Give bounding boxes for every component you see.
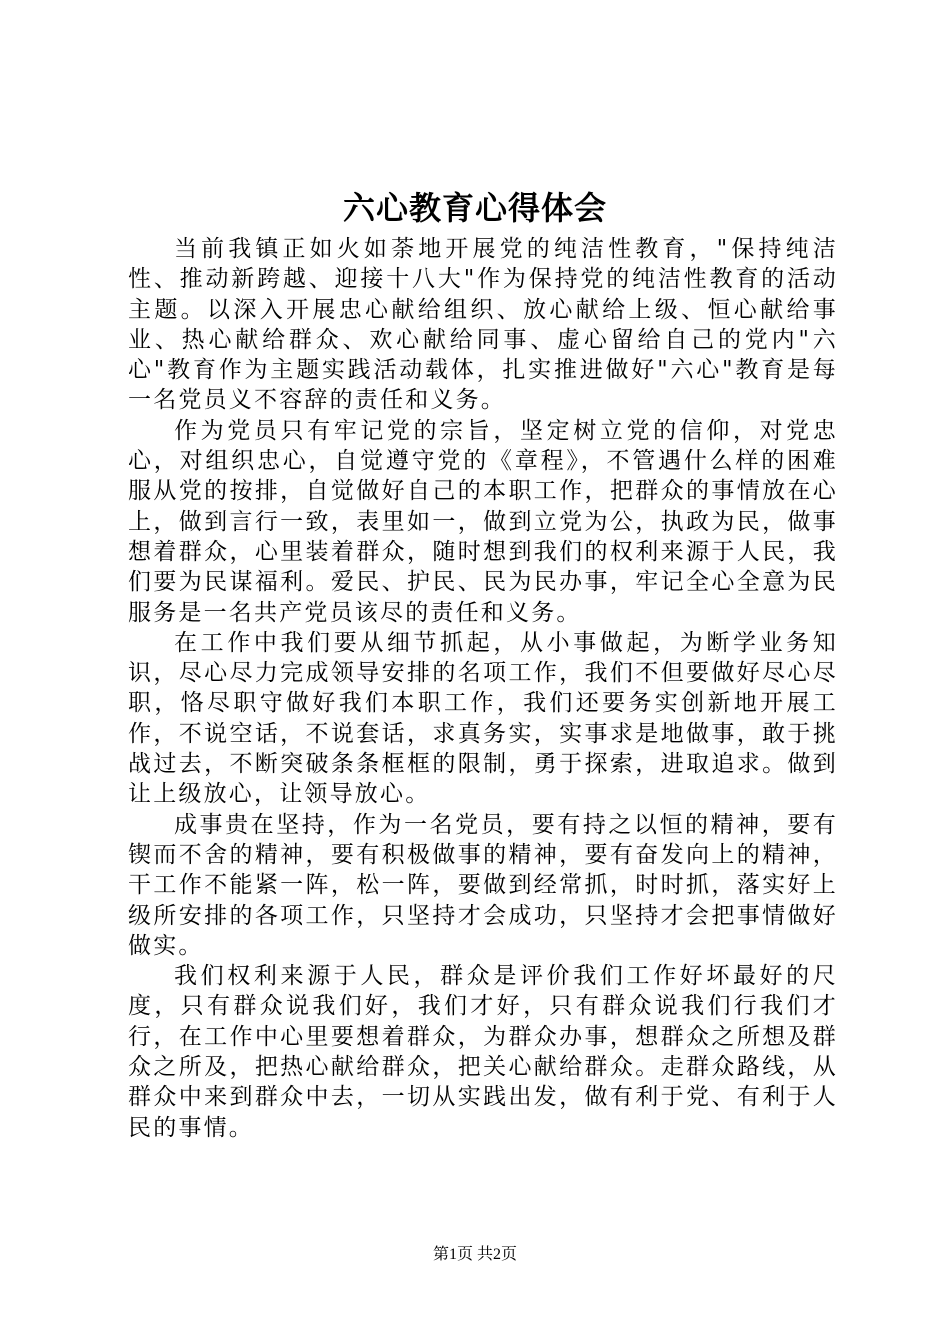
document-body: [128, 234, 838, 1143]
paragraph-2: 作为党员只有牢记党的宗旨，坚定树立党的信仰，对党忠心，对组织忠心，自觉遵守党的《章程》，不管遇什么样的困难服从党的按排，自觉做好自己的本职工作，把群众的事情放在心上，做到言行一致，表里如一，做到立党为公，执政为民，做事想着群众，心里装着群众，随时想到我们的权利来源于人民，我们要为民谋福利。爱民、护民、民为民办事，牢记全心全意为民服务是一名共产党员该尽的责任和义务。: [128, 417, 838, 626]
page-number-footer: 第1页 共2页: [432, 1246, 517, 1263]
paragraph-3: 在工作中我们要从细节抓起，从小事做起，为断学业务知识，尽心尽力完成领导安排的名项工作，我们不但要做好尽心尽职，恪尽职守做好我们本职工作，我们还要务实创新地开展工作，不说空话，不说套话，求真务实，实事求是地做事，敢于挑战过去，不断突破条条框框的限制，勇于探索，进取追求。做到让上级放心，让领导放心。: [128, 629, 838, 808]
paragraph-4: 成事贵在坚持，作为一名党员，要有持之以恒的精神，要有锲而不舍的精神，要有积极做事的精神，要有奋发向上的精神，干工作不能紧一阵，松一阵，要做到经常抓，时时抓，落实好上级所安排的各项工作，只坚持才会成功，只坚持才会把事情做好做实。: [128, 811, 838, 959]
document-title: 六心教育心得体会: [342, 189, 607, 227]
paragraph-5: 我们权利来源于人民，群众是评价我们工作好坏最好的尺度，只有群众说我们好，我们才好，只有群众说我们行我们才行，在工作中心里要想着群众，为群众办事，想群众之所想及群众之所及，把热心献给群众，把关心献给群众。走群众路线，从群众中来到群众中去，一切从实践出发，做有利于党、有利于人民的事情。: [128, 963, 838, 1141]
paragraph-1: 当前我镇正如火如荼地开展党的纯洁性教育，"保持纯洁性、推动新跨越、迎接十八大"作为保持党的纯洁性教育的活动主题。以深入开展忠心献给组织、放心献给上级、恒心献给事业、热心献给群众、欢心献给同事、虚心留给自己的党内"六心"教育作为主题实践活动载体，扎实推进做好"六心"教育是每一名党员义不容辞的责任和义务。: [128, 236, 838, 414]
